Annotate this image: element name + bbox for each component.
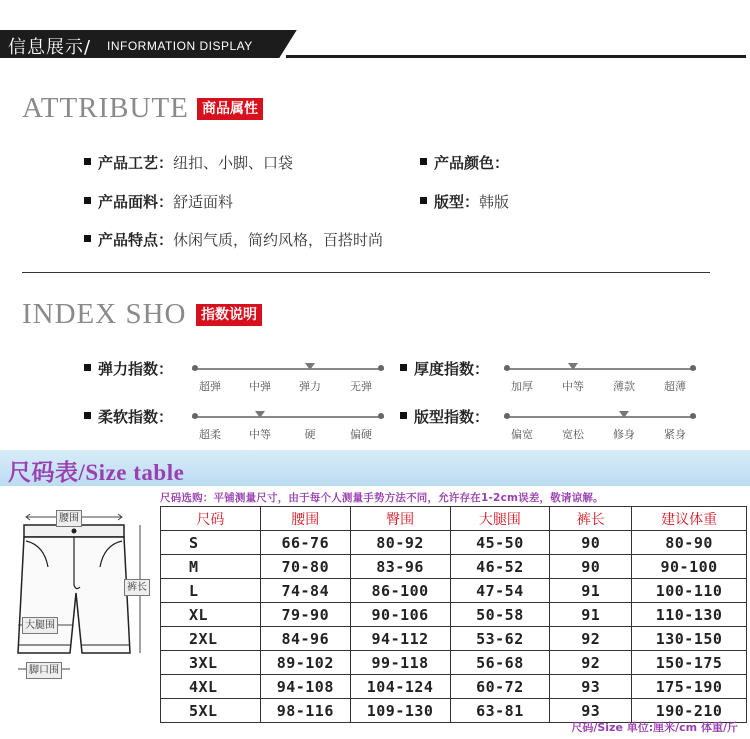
bullet-icon: [420, 158, 427, 165]
table-cell: 90-106: [350, 603, 450, 627]
table-cell: 109-130: [350, 699, 450, 723]
scale-tick: 偏硬: [350, 428, 372, 441]
header-waist: 腰围: [260, 507, 350, 531]
table-cell: 80-90: [632, 531, 747, 555]
shorts-diagram: [4, 505, 154, 710]
attribute-title: ATTRIBUTE: [22, 92, 189, 124]
scale-end-dot: [192, 413, 198, 419]
scale-tick: 超柔: [199, 428, 221, 441]
table-header-row: [161, 507, 747, 531]
scale-end-dot: [192, 365, 198, 371]
header-title-en: INFORMATION DISPLAY: [107, 39, 253, 53]
table-cell: S: [161, 531, 261, 555]
table-row: [161, 579, 747, 603]
table-cell: 91: [550, 579, 632, 603]
table-cell: 91: [550, 603, 632, 627]
table-cell: 70-80: [260, 555, 350, 579]
table-cell: 45-50: [450, 531, 550, 555]
scale-end-dot: [378, 365, 384, 371]
table-cell: 90-100: [632, 555, 747, 579]
scale-tick: 中等: [562, 380, 584, 393]
scale-end-dot: [504, 413, 510, 419]
table-row: [161, 675, 747, 699]
table-cell: 90: [550, 531, 632, 555]
header-weight: 建议体重: [632, 507, 747, 531]
table-cell: 104-124: [350, 675, 450, 699]
table-cell: 83-96: [350, 555, 450, 579]
header-underline: [286, 55, 746, 58]
table-cell: 89-102: [260, 651, 350, 675]
table-cell: 79-90: [260, 603, 350, 627]
scale-tick: 中弹: [249, 380, 271, 393]
table-cell: 63-81: [450, 699, 550, 723]
table-cell: 56-68: [450, 651, 550, 675]
table-cell: 130-150: [632, 627, 747, 651]
bullet-icon: [400, 412, 407, 419]
waist-label: 腰围: [56, 510, 82, 527]
bullet-icon: [420, 197, 427, 204]
index-elasticity: 弹力指数： 超弹 中弹 弹力 无弹: [84, 358, 384, 398]
scale-tick: 薄款: [613, 380, 635, 393]
bullet-icon: [400, 364, 407, 371]
header-size: 尺码: [161, 507, 261, 531]
table-cell: 94-112: [350, 627, 450, 651]
table-cell: 47-54: [450, 579, 550, 603]
index-badge: 指数说明: [196, 304, 262, 326]
table-cell: 100-110: [632, 579, 747, 603]
table-cell: 66-76: [260, 531, 350, 555]
table-cell: 4XL: [161, 675, 261, 699]
index-softness: 柔软指数： 超柔 中等 硬 偏硬: [84, 406, 384, 446]
table-cell: 3XL: [161, 651, 261, 675]
table-row: [161, 603, 747, 627]
size-table-banner: [0, 450, 750, 486]
table-cell: 99-118: [350, 651, 450, 675]
length-label: 裤长: [124, 579, 150, 596]
attr-features: 产品特点：休闲气质，简约风格，百搭时尚: [84, 229, 383, 250]
scale-track: [192, 368, 384, 370]
scale-tick: 弹力: [299, 380, 321, 393]
scale-tick: 加厚: [511, 380, 533, 393]
scale-track: [504, 368, 696, 370]
table-cell: 92: [550, 651, 632, 675]
scale-end-dot: [690, 413, 696, 419]
table-cell: 2XL: [161, 627, 261, 651]
bullet-icon: [84, 235, 91, 242]
scale-tick: 宽松: [562, 428, 584, 441]
scale-end-dot: [378, 413, 384, 419]
size-footer: 尺码/Size 单位:厘米/cm 体重/斤: [571, 721, 738, 734]
table-row: [161, 531, 747, 555]
scale-track: [504, 416, 696, 418]
table-cell: XL: [161, 603, 261, 627]
scale-marker-icon: [568, 363, 578, 370]
shorts-icon: [4, 505, 154, 710]
table-cell: 150-175: [632, 651, 747, 675]
scale-end-dot: [690, 365, 696, 371]
index-title: INDEX SHO: [22, 298, 187, 330]
scale-marker-icon: [255, 411, 265, 418]
table-cell: 5XL: [161, 699, 261, 723]
table-cell: 46-52: [450, 555, 550, 579]
table-cell: 175-190: [632, 675, 747, 699]
size-table-title: 尺码表/Size table: [8, 460, 185, 485]
table-cell: M: [161, 555, 261, 579]
scale-tick: 紧身: [664, 428, 686, 441]
table-cell: 86-100: [350, 579, 450, 603]
hem-label: 脚口围: [26, 662, 62, 679]
bullet-icon: [84, 197, 91, 204]
scale-tick: 修身: [613, 428, 635, 441]
thigh-label: 大腿围: [22, 617, 58, 634]
header-length: 裤长: [550, 507, 632, 531]
size-note: 尺码选购：平铺测量尺寸，由于每个人测量手势方法不同，允许存在1-2cm误差，敬请谅解。: [160, 492, 604, 504]
index-thickness: 厚度指数： 加厚 中等 薄款 超薄: [400, 358, 700, 398]
header-title-cn: 信息展示/: [8, 37, 92, 58]
table-cell: 80-92: [350, 531, 450, 555]
table-cell: 92: [550, 627, 632, 651]
table-cell: 94-108: [260, 675, 350, 699]
attr-fit: 版型：韩版: [420, 191, 509, 212]
scale-tick: 超弹: [199, 380, 221, 393]
table-cell: 110-130: [632, 603, 747, 627]
table-cell: 50-58: [450, 603, 550, 627]
table-row: [161, 555, 747, 579]
scale-tick: 硬: [304, 428, 316, 441]
attribute-badge: 商品属性: [197, 98, 263, 120]
table-row: [161, 627, 747, 651]
scale-tick: 中等: [249, 428, 271, 441]
scale-marker-icon: [619, 411, 629, 418]
scale-tick: 偏宽: [511, 428, 533, 441]
table-cell: 84-96: [260, 627, 350, 651]
bullet-icon: [84, 158, 91, 165]
attr-fabric: 产品面料：舒适面料: [84, 191, 233, 212]
table-cell: 60-72: [450, 675, 550, 699]
table-cell: L: [161, 579, 261, 603]
attr-craft: 产品工艺：纽扣、小脚、口袋: [84, 152, 293, 173]
scale-marker-icon: [305, 363, 315, 370]
header-hip: 臀围: [350, 507, 450, 531]
table-cell: 93: [550, 699, 632, 723]
table-row: [161, 651, 747, 675]
table-cell: 74-84: [260, 579, 350, 603]
size-table: [160, 506, 747, 723]
scale-track: [192, 416, 384, 418]
scale-end-dot: [504, 365, 510, 371]
table-cell: 98-116: [260, 699, 350, 723]
table-cell: 190-210: [632, 699, 747, 723]
table-cell: 90: [550, 555, 632, 579]
bullet-icon: [84, 412, 91, 419]
table-cell: 93: [550, 675, 632, 699]
index-fit: 版型指数： 偏宽 宽松 修身 紧身: [400, 406, 700, 446]
attr-color: 产品颜色：: [420, 152, 509, 173]
bullet-icon: [84, 364, 91, 371]
section-divider: [22, 272, 710, 273]
section-header: [0, 30, 750, 58]
scale-tick: 超薄: [664, 380, 686, 393]
table-cell: 53-62: [450, 627, 550, 651]
scale-tick: 无弹: [350, 380, 372, 393]
header-thigh: 大腿围: [450, 507, 550, 531]
